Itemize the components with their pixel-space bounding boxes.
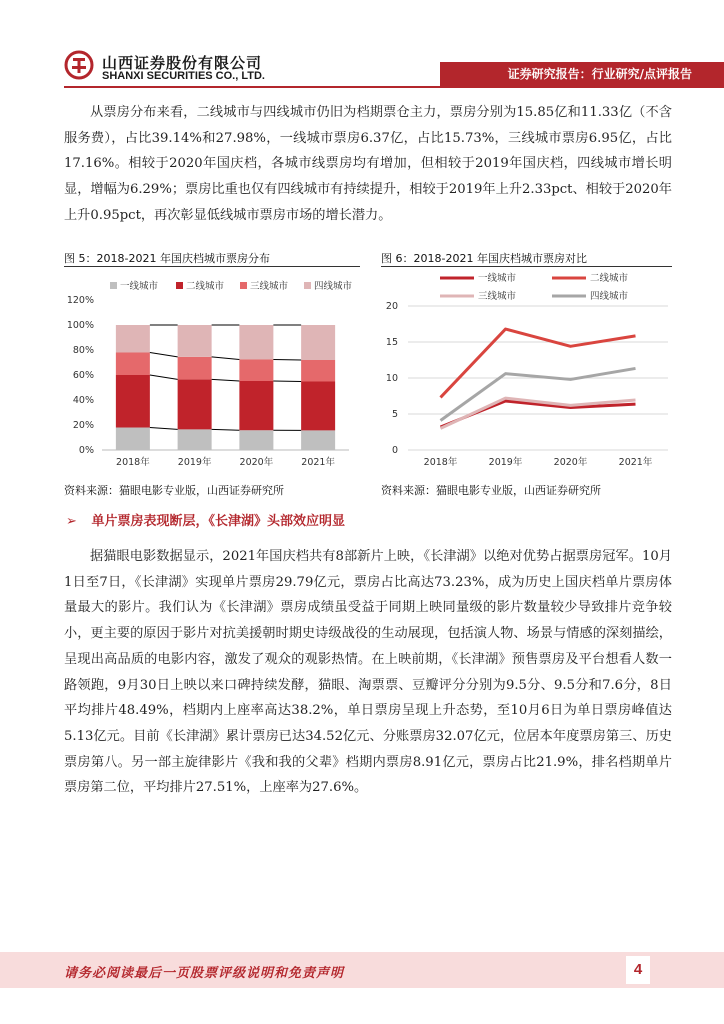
y-tick-label: 15 (385, 337, 398, 348)
paragraph-changjin-lake: 据猫眼电影数据显示，2021年国庆档共有8部新片上映，《长津湖》以绝对优势占据票房冠军。10月1日至7日，《长津湖》实现单片票房29.79亿元，票房占比高达73.23%，成为历史上国庆档单片票房体量最大的影片。我们认为《长津湖》票房成绩虽受益于同期上映同量级的影片数量较少导致排片竞争较小，更主要的原因于影片对抗美援朝时期史诗级战役的生动展现，包括演人物、场景与情感的深刻描绘，呈现出高品质的电影内容，激发了观众的观影热情。在上映前期，《长津湖》预售票房及平台想看人数一路领跑，9月30日上映以来口碑持续发酵，猫眼、淘票票、豆瓣评分分别为9.5分、9.5分和7.6分，8日平均排片48.49%，档期内上座率高达38.2%，单日票房呈现上升态势，至10月6日为单日票房峰值达5.13亿元。目前《长津湖》累计票房已达34.52亿元、分账票房32.07亿元，位居本年度票房第三、历史票房第八。另一部主旋律影片《我和我的父辈》档期内票房8.91亿元，票房占比21.9%，排名档期单片票房第二位，平均排片27.51%，上座率为27.6%。 (64, 549, 672, 796)
series-line-2 (441, 329, 636, 397)
x-tick-label: 2021年 (618, 457, 653, 468)
legend-label-2: 二线城市 (590, 273, 629, 284)
legend-label-4: 四线城市 (590, 291, 629, 302)
bar-segment-2-2 (178, 379, 212, 429)
legend-swatch-1 (110, 282, 117, 289)
series-line-3 (441, 398, 636, 428)
series-connector-line (273, 381, 301, 382)
company-name-en: SHANXI SECURITIES CO., LTD. (102, 70, 265, 82)
y-tick-label: 10 (385, 373, 398, 384)
figure6-title: 图 6：2018-2021 年国庆档城市票房对比 (381, 252, 587, 265)
bar-segment-3-1 (116, 353, 150, 376)
section-heading (66, 510, 345, 529)
bar-segment-2-4 (301, 382, 335, 431)
figure5-title: 图 5：2018-2021 年国庆档城市票房分布 (64, 252, 270, 265)
y-tick-label: 0 (391, 445, 398, 456)
report-type-banner: 证券研究报告：行业研究/点评报告 (440, 62, 724, 86)
x-tick-label: 2019年 (177, 457, 212, 468)
y-tick-label: 100% (66, 320, 94, 331)
y-tick-label: 20 (385, 301, 398, 312)
legend-swatch-2 (176, 282, 183, 289)
x-tick-label: 2021年 (301, 457, 335, 468)
footer-disclaimer: 请务必阅读最后一页股票评级说明和免责声明 (64, 966, 345, 981)
series-connector-line (150, 353, 178, 357)
bar-segment-1-2 (178, 429, 212, 450)
legend-swatch-3 (240, 282, 247, 289)
x-tick-label: 2018年 (423, 457, 458, 468)
legend-label-1: 一线城市 (478, 273, 517, 284)
company-name-cn: 山西证券股份有限公司 (102, 54, 263, 72)
x-tick-label: 2020年 (239, 457, 274, 468)
series-connector-line (212, 357, 240, 360)
figure5-source: 资料来源：猫眼电影专业版，山西证券研究所 (64, 484, 284, 497)
y-tick-label: 0% (78, 445, 94, 456)
series-connector-line (212, 429, 240, 430)
legend-label-2: 二线城市 (186, 281, 225, 292)
bar-segment-2-1 (116, 375, 150, 428)
legend-label-1: 一线城市 (120, 281, 159, 292)
figure5-stacked-bar-chart (64, 268, 354, 478)
bar-segment-2-3 (239, 381, 273, 430)
legend-label-4: 四线城市 (314, 281, 353, 292)
bar-segment-1-1 (116, 428, 150, 451)
series-connector-line (150, 375, 178, 379)
bar-segment-4-3 (239, 325, 273, 360)
bar-segment-3-3 (239, 360, 273, 382)
series-line-4 (441, 368, 636, 420)
bar-segment-3-4 (301, 360, 335, 382)
header-divider (64, 86, 724, 88)
company-logo-icon (64, 50, 94, 80)
page-number: 4 (626, 956, 650, 984)
y-tick-label: 80% (72, 345, 94, 356)
figure6-line-chart (380, 268, 670, 478)
series-connector-line (273, 360, 301, 361)
bar-segment-4-2 (178, 325, 212, 357)
bullet-arrow-icon: ➢ (66, 514, 77, 529)
bar-segment-4-1 (116, 325, 150, 353)
y-tick-label: 60% (72, 370, 94, 381)
bar-segment-1-4 (301, 430, 335, 450)
series-connector-line (212, 379, 240, 381)
figure5-title-rule (64, 266, 360, 267)
bar-segment-4-4 (301, 325, 335, 360)
section-heading-text: 单片票房表现断层，《长津湖》头部效应明显 (91, 514, 345, 529)
bar-segment-1-3 (239, 430, 273, 450)
y-tick-label: 20% (72, 420, 94, 431)
bar-segment-3-2 (178, 357, 212, 380)
y-tick-label: 5 (391, 409, 398, 420)
series-connector-line (150, 428, 178, 430)
paragraph-box-office-distribution: 从票房分布来看，二线城市与四线城市仍旧为档期票仓主力，票房分别为15.85亿和11.33亿（不含服务费），占比39.14%和27.98%，一线城市票房6.37亿，占比15.73%，三线城市票房6.95亿，占比17.16%。相较于2020年国庆档，各城市线票房均有增加，但相较于2019年国庆档，四线城市增长明显，增幅为6.29%；票房比重也仅有四线城市有持续提升，相较于2019年上升2.33pct、相较于2020年上升0.95pct，再次彰显低线城市票房市场的增长潜力。 (64, 105, 672, 223)
legend-swatch-4 (304, 282, 311, 289)
figure6-title-rule (381, 266, 672, 267)
y-tick-label: 120% (66, 295, 94, 306)
x-tick-label: 2018年 (116, 457, 150, 468)
legend-label-3: 三线城市 (478, 291, 517, 302)
legend-label-3: 三线城市 (250, 281, 289, 292)
figure6-source: 资料来源：猫眼电影专业版，山西证券研究所 (381, 484, 601, 497)
y-tick-label: 40% (72, 395, 94, 406)
x-tick-label: 2019年 (488, 457, 523, 468)
x-tick-label: 2020年 (553, 457, 588, 468)
